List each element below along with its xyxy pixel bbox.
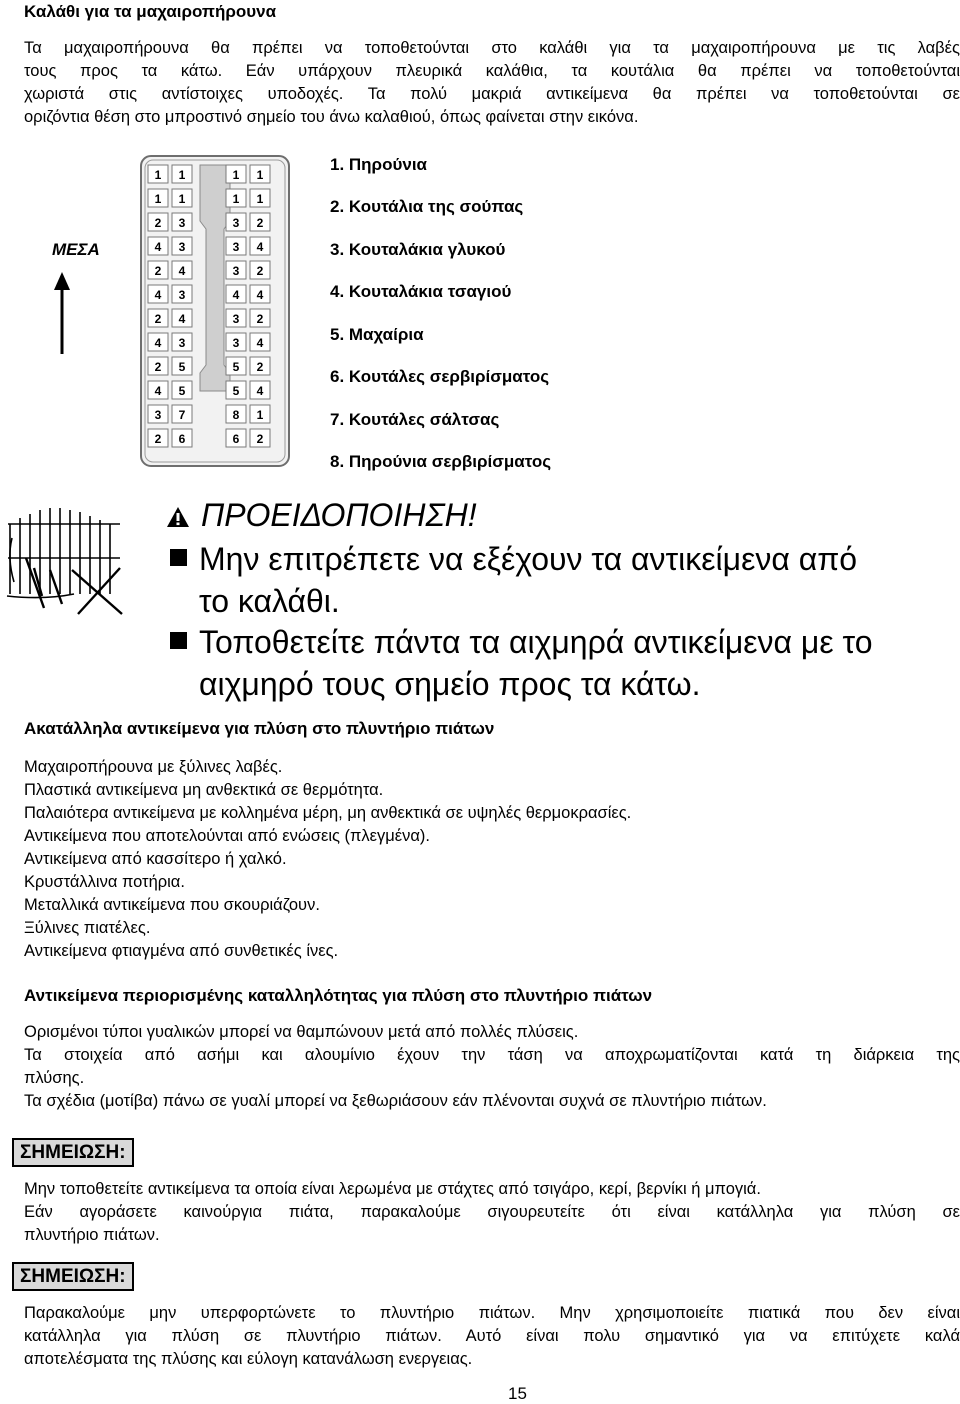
basket-slot-label: 3: [232, 312, 240, 326]
basket-slot-label: 4: [232, 288, 240, 302]
legend-item-serving-spoons: 6. Κουτάλες σερβιρίσματος: [330, 367, 550, 386]
basket-slot-label: 4: [256, 336, 264, 350]
legend-item-serving-forks: 8. Πηρούνια σερβιρίσματος: [330, 452, 552, 471]
warning-item-1-line-1: Μην επιτρέπετε να εξέχουν τα αντικείμενα από: [199, 541, 858, 577]
paragraph-line: Μην τοποθετείτε αντικείμενα τα οποία είναι λερωμένα με στάχτες από τσιγάρο, κερί, βερνίκι ή μπογιά.: [24, 1180, 761, 1198]
legend-item-tea-spoons: 4. Κουταλάκια τσαγιού: [330, 282, 512, 301]
warning-item-2-line-1: Τοποθετείτε πάντα τα αιχμηρά αντικείμενα με το: [199, 624, 873, 660]
basket-slot-label: 2: [256, 432, 264, 446]
warning-item-2-line-2: αιχμηρό τους σημείο προς τα κάτω.: [199, 666, 701, 702]
basket-slot-label: 1: [232, 192, 240, 206]
note-2-text: [24, 1302, 960, 1371]
basket-slot-label: 1: [256, 408, 264, 422]
paragraph-line: Ορισμένοι τύποι γυαλικών μπορεί να θαμπώνουν μετά από πολλές πλύσεις.: [24, 1023, 579, 1041]
warning-title: ΠΡΟΕΙΔΟΠΟΙΗΣΗ!: [201, 497, 477, 533]
section-title-limited-suitability: Αντικείμενα περιορισμένης καταλληλότητας για πλύση στο πλυντήριο πιάτων: [24, 986, 653, 1005]
basket-slot-label: 5: [178, 384, 186, 398]
warning-item-1: [170, 538, 857, 580]
legend-item-sauce-ladles: 7. Κουτάλες σάλτσας: [330, 410, 500, 429]
basket-slot-label: 2: [154, 360, 162, 374]
note-1-text: [24, 1178, 960, 1247]
basket-slot-label: 6: [178, 432, 186, 446]
basket-slot-label: 3: [178, 288, 186, 302]
basket-slot-label: 3: [232, 240, 240, 254]
basket-slot-label: 1: [154, 192, 162, 206]
basket-slot-label: 4: [154, 336, 162, 350]
legend-item-dessert-spoons: 3. Κουταλάκια γλυκού: [330, 240, 506, 259]
basket-slot-label: 1: [178, 168, 186, 182]
bullet-square-icon: [170, 632, 187, 649]
basket-slot-label: 2: [154, 264, 162, 278]
list-item: Ξύλινες πιατέλες.: [24, 919, 151, 937]
list-item: Μεταλλικά αντικείμενα που σκουριάζουν.: [24, 896, 320, 914]
inside-label: ΜΕΣΑ: [52, 240, 100, 259]
basket-slot-label: 3: [154, 408, 162, 422]
list-item: Πλαστικά αντικείμενα μη ανθεκτικά σε θερμότητα.: [24, 781, 384, 799]
intro-line: οριζόντια θέση στο μπροστινό σημείο του άνω καλαθιού, όπως φαίνεται στην εικόνα.: [24, 108, 639, 126]
basket-slot-label: 1: [256, 192, 264, 206]
paragraph-line: κατάλληλα για πλύση σε πλυντήριο πιάτων. Αυτό είναι πολυ σημαντικό για να επιτύχετε καλά: [24, 1327, 960, 1345]
basket-slot-label: 5: [178, 360, 186, 374]
basket-slot-label: 3: [178, 216, 186, 230]
page-number: 15: [508, 1384, 527, 1403]
paragraph-line: Παρακαλούμε μην υπερφορτώνετε το πλυντήριο πιάτων. Μην χρησιμοποιείτε πιατικά που δεν είναι: [24, 1304, 960, 1322]
basket-slot-label: 4: [256, 240, 264, 254]
basket-slot-label: 2: [154, 216, 162, 230]
cutlery-basket-intro: [24, 37, 960, 129]
legend-item-soup-spoons: 2. Κουτάλια της σούπας: [330, 197, 524, 216]
intro-line: τους προς τα κάτω. Εάν υπάρχουν πλευρικά καλάθια, τα κουτάλια θα πρέπει να τοποθετούνται: [24, 62, 960, 80]
basket-slot-label: 4: [178, 312, 186, 326]
section-title-cutlery-basket: Καλάθι για τα μαχαιροπήρουνα: [24, 2, 277, 21]
list-item: Παλαιότερα αντικείμενα με κολλημένα μέρη, μη ανθεκτικά σε υψηλές θερμοκρασίες.: [24, 804, 632, 822]
basket-slot-label: 8: [232, 408, 240, 422]
warning-item-2: [170, 621, 872, 663]
paragraph-line: Εάν αγοράσετε καινούργια πιάτα, παρακαλούμε σιγουρευτείτε ότι είναι κατάλληλα για πλύση σε: [24, 1203, 960, 1221]
basket-slot-label: 7: [178, 408, 186, 422]
list-item: Κρυστάλλινα ποτήρια.: [24, 873, 185, 891]
list-item: Αντικείμενα φτιαγμένα από συνθετικές ίνες.: [24, 942, 339, 960]
legend-item-knives: 5. Μαχαίρια: [330, 325, 424, 344]
basket-slot-label: 3: [232, 264, 240, 278]
note-label: ΣΗΜΕΙΩΣΗ:: [12, 1262, 134, 1291]
intro-line: Τα μαχαιροπήρουνα θα πρέπει να τοποθετούνται στο καλάθι για τα μαχαιροπήρουνα με τις λαβές: [24, 39, 960, 57]
basket-slot-label: 1: [232, 168, 240, 182]
section-title-unsuitable-items: Ακατάλληλα αντικείμενα για πλύση στο πλυντήριο πιάτων: [24, 719, 495, 738]
paragraph-line: πλυντήριο πιάτων.: [24, 1226, 160, 1244]
list-item: Μαχαιροπήρουνα με ξύλινες λαβές.: [24, 758, 283, 776]
protruding-cutlery-illustration-icon: [4, 498, 126, 616]
basket-slot-label: 2: [256, 264, 264, 278]
bullet-square-icon: [170, 549, 187, 566]
list-item: Αντικείμενα που αποτελούνται από ενώσεις (πλεγμένα).: [24, 827, 430, 845]
basket-slot-label: 2: [154, 432, 162, 446]
basket-slot-label: 3: [178, 336, 186, 350]
basket-slot-label: 2: [256, 312, 264, 326]
basket-slot-label: 2: [154, 312, 162, 326]
note-label: ΣΗΜΕΙΩΣΗ:: [12, 1138, 134, 1167]
warning-item-1-line-2: το καλάθι.: [199, 583, 340, 619]
basket-slot-label: 3: [178, 240, 186, 254]
basket-slot-label: 6: [232, 432, 240, 446]
list-item: Αντικείμενα από κασσίτερο ή χαλκό.: [24, 850, 287, 868]
basket-slot-label: 4: [154, 240, 162, 254]
basket-slot-label: 3: [232, 336, 240, 350]
inside-arrow-icon: [50, 272, 74, 354]
cutlery-basket-diagram: [140, 155, 290, 467]
basket-slot-label: 3: [232, 216, 240, 230]
unsuitable-list: [24, 756, 631, 963]
basket-slot-label: 4: [154, 384, 162, 398]
basket-slot-label: 2: [256, 360, 264, 374]
basket-slot-label: 1: [154, 168, 162, 182]
basket-slot-label: 2: [256, 216, 264, 230]
limited-suitability-text: [24, 1021, 960, 1113]
basket-slot-label: 1: [256, 168, 264, 182]
basket-slot-label: 4: [256, 384, 264, 398]
paragraph-line: πλύσης.: [24, 1069, 85, 1087]
basket-slot-label: 5: [232, 384, 240, 398]
basket-slot-label: 4: [178, 264, 186, 278]
warning-triangle-icon: [166, 506, 190, 528]
basket-slot-label: 1: [178, 192, 186, 206]
intro-line: χωριστά στις αντίστοιχες υποδοχές. Τα πολύ μακριά αντικείμενα θα πρέπει να τοποθετούνται σε: [24, 85, 960, 103]
paragraph-line: Τα στοιχεία από ασήμι και αλουμίνιο έχουν την τάση να αποχρωματίζονται κατά τη διάρκεια της: [24, 1046, 960, 1064]
paragraph-line: αποτελέσματα της πλύσης και εύλογη κατανάλωση ενεργειας.: [24, 1350, 473, 1368]
legend-item-forks: 1. Πηρούνια: [330, 155, 427, 174]
basket-slot-label: 4: [256, 288, 264, 302]
basket-slot-label: 4: [154, 288, 162, 302]
basket-slot-label: 5: [232, 360, 240, 374]
paragraph-line: Τα σχέδια (μοτίβα) πάνω σε γυαλί μπορεί να ξεθωριάσουν εάν πλένονται συχνά σε πλυντήριο πιάτων.: [24, 1092, 767, 1110]
